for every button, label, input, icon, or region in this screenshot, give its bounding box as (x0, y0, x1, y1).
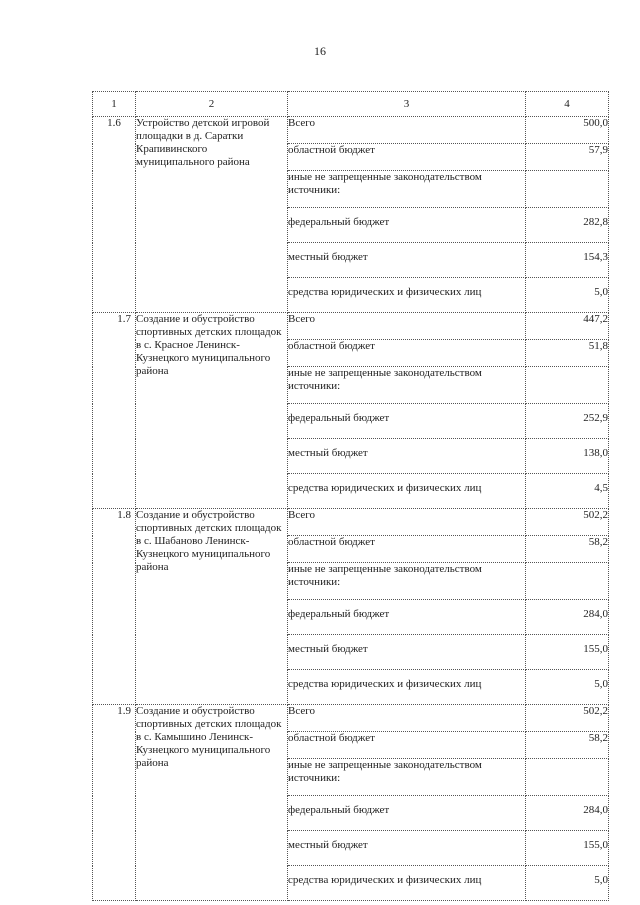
funding-amount: 51,8 (526, 340, 609, 367)
table-header-row (93, 92, 609, 117)
funding-amount: 284,0 (526, 796, 609, 831)
funding-source: федеральный бюджет (288, 208, 526, 243)
funding-source: местный бюджет (288, 831, 526, 866)
funding-source: областной бюджет (288, 144, 526, 171)
funding-amount: 155,0 (526, 831, 609, 866)
funding-source: федеральный бюджет (288, 796, 526, 831)
funding-amount: 502,2 (526, 705, 609, 732)
funding-amount: 5,0 (526, 866, 609, 901)
table-row (93, 705, 609, 732)
funding-amount: 4,5 (526, 474, 609, 509)
funding-source: средства юридических и физических лиц (288, 866, 526, 901)
funding-source: областной бюджет (288, 536, 526, 563)
funding-source: местный бюджет (288, 243, 526, 278)
funding-amount: 58,2 (526, 536, 609, 563)
funding-source: областной бюджет (288, 340, 526, 367)
funding-amount: 5,0 (526, 278, 609, 313)
funding-amount (526, 563, 609, 600)
funding-amount: 154,3 (526, 243, 609, 278)
table-body (93, 117, 609, 901)
funding-source: средства юридических и физических лиц (288, 278, 526, 313)
page-number: 16 (314, 44, 326, 58)
funding-amount: 500,0 (526, 117, 609, 144)
header-cell: 2 (136, 92, 288, 117)
funding-amount: 5,0 (526, 670, 609, 705)
item-number: 1.9 (93, 705, 136, 901)
item-number: 1.7 (93, 313, 136, 509)
funding-source: Всего (288, 313, 526, 340)
funding-amount: 284,0 (526, 600, 609, 635)
funding-amount (526, 171, 609, 208)
header-cell: 3 (288, 92, 526, 117)
item-number: 1.6 (93, 117, 136, 313)
funding-source: федеральный бюджет (288, 404, 526, 439)
item-number: 1.8 (93, 509, 136, 705)
funding-source: средства юридических и физических лиц (288, 474, 526, 509)
funding-source: местный бюджет (288, 635, 526, 670)
funding-source: средства юридических и физических лиц (288, 670, 526, 705)
funding-amount: 252,9 (526, 404, 609, 439)
table-row (93, 509, 609, 536)
funding-amount: 57,9 (526, 144, 609, 171)
funding-amount: 58,2 (526, 732, 609, 759)
funding-amount: 282,8 (526, 208, 609, 243)
funding-amount (526, 367, 609, 404)
funding-source: Всего (288, 509, 526, 536)
funding-amount: 447,2 (526, 313, 609, 340)
funding-source: областной бюджет (288, 732, 526, 759)
budget-table (92, 91, 609, 901)
header-cell: 4 (526, 92, 609, 117)
item-name: Создание и обустройство спортивных детских площадок в с. Шабаново Ленинск-Кузнецкого муниципального района (136, 509, 288, 705)
funding-source: местный бюджет (288, 439, 526, 474)
funding-source: иные не запрещенные законодательством источники: (288, 367, 526, 404)
funding-source: Всего (288, 117, 526, 144)
item-name: Создание и обустройство спортивных детских площадок в с. Камышино Ленинск-Кузнецкого муниципального района (136, 705, 288, 901)
funding-source: иные не запрещенные законодательством источники: (288, 759, 526, 796)
funding-amount: 502,2 (526, 509, 609, 536)
funding-source: федеральный бюджет (288, 600, 526, 635)
header-cell: 1 (93, 92, 136, 117)
funding-source: иные не запрещенные законодательством источники: (288, 171, 526, 208)
table-row (93, 117, 609, 144)
funding-source: иные не запрещенные законодательством источники: (288, 563, 526, 600)
funding-source: Всего (288, 705, 526, 732)
funding-amount: 138,0 (526, 439, 609, 474)
funding-amount (526, 759, 609, 796)
item-name: Создание и обустройство спортивных детских площадок в с. Красное Ленинск-Кузнецкого муниципального района (136, 313, 288, 509)
item-name: Устройство детской игровой площадки в д. Саратки Крапивинского муниципального района (136, 117, 288, 313)
funding-amount: 155,0 (526, 635, 609, 670)
table-row (93, 313, 609, 340)
